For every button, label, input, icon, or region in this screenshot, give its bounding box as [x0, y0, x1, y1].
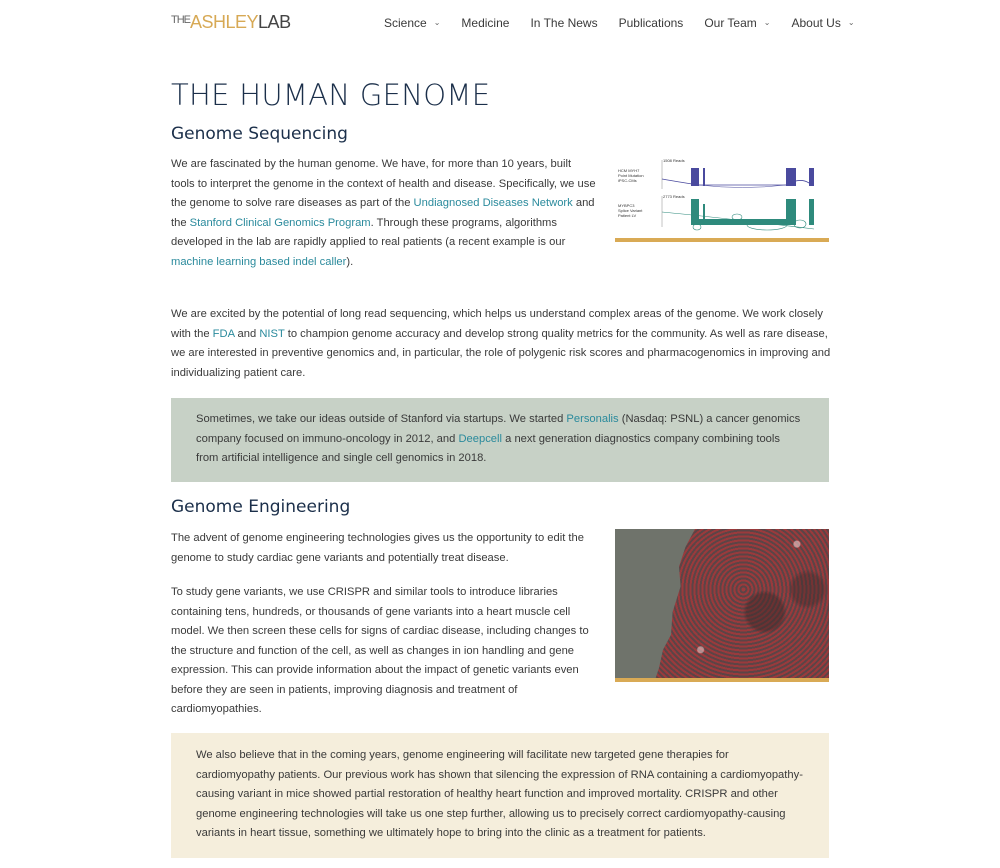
link-deepcell[interactable]: Deepcell	[458, 432, 502, 445]
link-indel-caller[interactable]: machine learning based indel caller	[171, 255, 347, 268]
cardiomyocyte-microscopy-image	[615, 529, 829, 680]
site-logo[interactable]	[171, 12, 291, 33]
link-nist[interactable]: NIST	[259, 327, 285, 340]
svg-text:1508 Reads: 1508 Reads	[663, 158, 685, 163]
text: We are fascinated by the human genome. We have, for more than 10 years, built tools to interpret the genome in the context of health and disease. Specifically, we use the genome to solve rare diseases as part of the	[171, 158, 596, 209]
logo-ashley: ASHLEY	[190, 12, 259, 32]
startups-callout	[171, 398, 829, 482]
logo-lab: LAB	[258, 12, 291, 32]
nav-label: About Us	[791, 16, 841, 30]
link-undiagnosed-diseases-network[interactable]: Undiagnosed Diseases Network	[413, 197, 573, 209]
nav-item-about-us[interactable]	[791, 16, 854, 30]
svg-text:MYBPC3: MYBPC3	[618, 203, 635, 208]
nav-item-publications[interactable]	[619, 16, 684, 30]
site-header	[0, 0, 1000, 46]
text: to champion genome accuracy and develop strong quality metrics for the community. As well as rare disease, we are interested in preventive genomics and, in particular, the role of polygenic risk scores and pharmacogenomics in improving and individualizing patient care.	[171, 327, 831, 379]
nav-label: Medicine	[461, 16, 510, 30]
text: and the	[171, 197, 595, 229]
svg-text:Splice Variant: Splice Variant	[618, 208, 643, 213]
logo-the: THE	[171, 14, 190, 26]
svg-text:HCM MYH7: HCM MYH7	[618, 168, 640, 173]
splice-variant-figure	[615, 157, 829, 243]
engineering-paragraph-2: To study gene variants, we use CRISPR and similar tools to introduce libraries containing tens, hundreds, or thousands of gene variants into a heart muscle cell model. We then screen these cells for signs of cardiac disease, including changes to the structure and function of the cell, as well as changes in ion handling and gene expression. This can provide information about the impact of genetic variants even before they are seen in patients, improving diagnosis and treatment of cardiomyopathies.	[171, 586, 589, 715]
nav-label: Our Team	[704, 16, 757, 30]
sashimi-plot-image	[615, 157, 829, 237]
sequencing-paragraph-1	[171, 155, 596, 272]
chevron-down-icon: ⌄	[763, 17, 771, 27]
engineering-paragraph-1: The advent of genome engineering technologies gives us the opportunity to edit the genome to study cardiac gene variants and potentially treat disease.	[171, 532, 584, 564]
page-title: THE HUMAN GENOME	[171, 78, 491, 112]
section-title-sequencing: Genome Sequencing	[171, 124, 348, 144]
nav-label: In The News	[530, 16, 598, 30]
nav-item-in-the-news[interactable]	[530, 16, 597, 30]
nav-item-medicine[interactable]	[461, 16, 509, 30]
text: a next generation diagnostics company combining tools from artificial intelligence and single cell genomics in 2018.	[196, 432, 780, 464]
svg-text:2773 Reads: 2773 Reads	[663, 194, 685, 199]
figure-accent-bar	[615, 678, 829, 682]
text: ).	[346, 255, 354, 268]
image-dish-edge	[615, 529, 695, 680]
text: and	[234, 327, 260, 340]
chevron-down-icon: ⌄	[847, 17, 855, 27]
gene-therapy-callout: We also believe that in the coming years, genome engineering will facilitate new targeted gene therapies for cardiomyopathy patients. Our previous work has shown that silencing the expression of RNA containing a cardiomyopathy-causing variant in mice showed partial restoration of healthy heart function and improved mortality. CRISPR and other genome engineering technologies will take us one step further, allowing us to precisely correct cardiomyopathy-causing variants in heart tissue, something we ultimately hope to bring into the clinic as a treatment for patients.	[171, 733, 829, 858]
link-personalis[interactable]: Personalis	[566, 413, 619, 425]
svg-text:Patient LV: Patient LV	[618, 213, 637, 218]
text: We are excited by the potential of long read sequencing, which helps us understand complex areas of the genome. We work closely with the	[171, 308, 823, 340]
nav-label: Publications	[618, 16, 684, 30]
main-nav	[384, 16, 876, 30]
nav-label: Science	[384, 16, 427, 30]
link-fda[interactable]: FDA	[212, 327, 235, 340]
svg-text:iPSC-CMs: iPSC-CMs	[618, 178, 637, 183]
section-title-engineering: Genome Engineering	[171, 497, 351, 517]
text: (Nasdaq: PSNL) a cancer genomics company focused on immuno-oncology in 2012, and	[196, 413, 801, 445]
nav-item-our-team[interactable]	[704, 16, 770, 30]
text: Sometimes, we take our ideas outside of Stanford via startups. We started	[196, 413, 567, 425]
text: . Through these programs, algorithms developed in the lab are rapidly applied to real patients (a recent example is our	[171, 216, 566, 248]
link-stanford-clinical-genomics[interactable]: Stanford Clinical Genomics Program	[189, 216, 371, 229]
figure-accent-bar	[615, 238, 829, 242]
svg-text:Point Mutation: Point Mutation	[618, 173, 644, 178]
nav-item-science[interactable]	[384, 16, 440, 30]
sequencing-paragraph-2	[171, 305, 831, 383]
chevron-down-icon: ⌄	[433, 17, 441, 27]
